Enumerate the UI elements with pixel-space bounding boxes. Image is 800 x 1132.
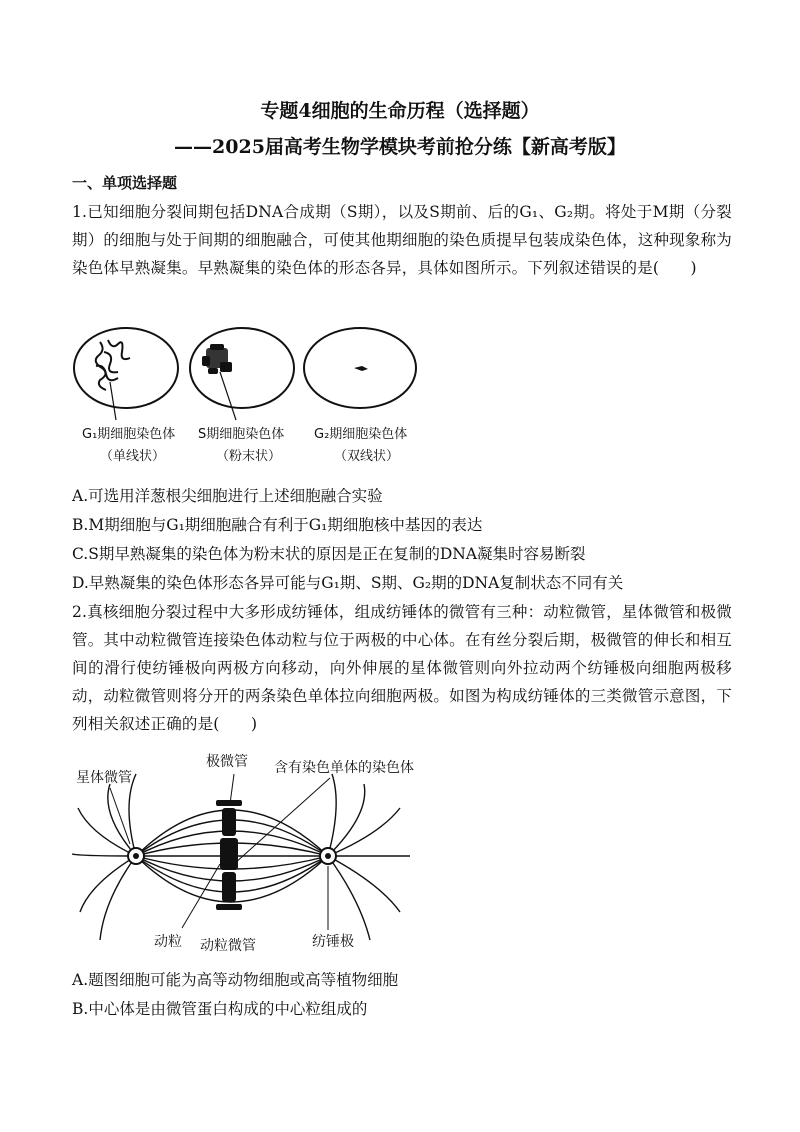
label-polar-microtubule: 极微管	[206, 754, 248, 770]
label-kinetochore-microtubule: 动粒微管	[200, 938, 256, 954]
figure-chromosome-condensation	[70, 322, 420, 470]
label-kinetochore: 动粒	[154, 934, 182, 950]
question-1-option-c: C.S期早熟凝集的染色体为粉末状的原因是正在复制的DNA凝集时容易断裂	[72, 545, 586, 563]
cell-g1	[74, 328, 178, 420]
centrosome-left	[128, 848, 144, 864]
question-2-option-b: B.中心体是由微管蛋白构成的中心粒组成的	[72, 1000, 368, 1018]
question-2-stem: 2.真核细胞分裂过程中大多形成纺锤体，组成纺锤体的微管有三种：动粒微管，星体微管和极微管。其中动粒微管连接染色体动粒与位于两极的中心体。在有丝分裂后期，极微管的伸长和相互间的滑行使纺锤极向两极方向移动，向外伸展的星体微管则向外拉动两个纺锤极向细胞两极移动，动粒微管则将分开的两条染色单体拉向细胞两极。如图为构成纺锤体的三类微管示意图，下列相关叙述正确的是( )	[72, 603, 732, 733]
label-astral-microtubule: 星体微管	[76, 770, 132, 786]
cell-g2	[304, 328, 416, 408]
question-1-option-b: B.M期细胞与G₁期细胞融合有利于G₁期细胞核中基因的表达	[72, 516, 483, 534]
caption-g2-shape: （双线状）	[334, 449, 400, 464]
label-chromosome: 含有染色单体的染色体	[274, 760, 414, 776]
section-heading: 一、单项选择题	[72, 174, 178, 192]
caption-s-shape: （粉末状）	[216, 449, 282, 464]
figure-spindle-microtubules	[70, 744, 440, 956]
caption-g1-shape: （单线状）	[100, 449, 166, 464]
spindle-fibers	[72, 774, 410, 940]
question-1-stem: 1.已知细胞分裂间期包括DNA合成期（S期），以及S期前、后的G₁、G₂期。将处于M期（分裂期）的细胞与处于间期的细胞融合，可使其他期细胞的染色质提早包装成染色体，这种现象称为染色体早熟凝集。早熟凝集的染色体的形态各异，具体如图所示。下列叙述错误的是( )	[72, 203, 732, 277]
question-2-option-a: A.题图细胞可能为高等动物细胞或高等植物细胞	[72, 971, 399, 989]
metaphase-chromosomes	[216, 800, 242, 910]
caption-g2-name: G₂期细胞染色体	[314, 427, 408, 442]
label-spindle-pole: 纺锤极	[312, 934, 354, 950]
caption-g1-name: G₁期细胞染色体	[82, 427, 176, 442]
title-line-2: ——2025届高考生物学模块考前抢分练【新高考版】	[174, 136, 626, 158]
centrosome-right	[320, 848, 336, 864]
question-1-option-a: A.可选用洋葱根尖细胞进行上述细胞融合实验	[72, 487, 383, 505]
title-line-1: 专题4细胞的生命历程（选择题）	[260, 100, 540, 122]
caption-s-name: S期细胞染色体	[198, 427, 285, 442]
question-1-option-d: D.早熟凝集的染色体形态各异可能与G₁期、S期、G₂期的DNA复制状态不同有关	[72, 574, 624, 592]
cell-s	[190, 328, 294, 420]
